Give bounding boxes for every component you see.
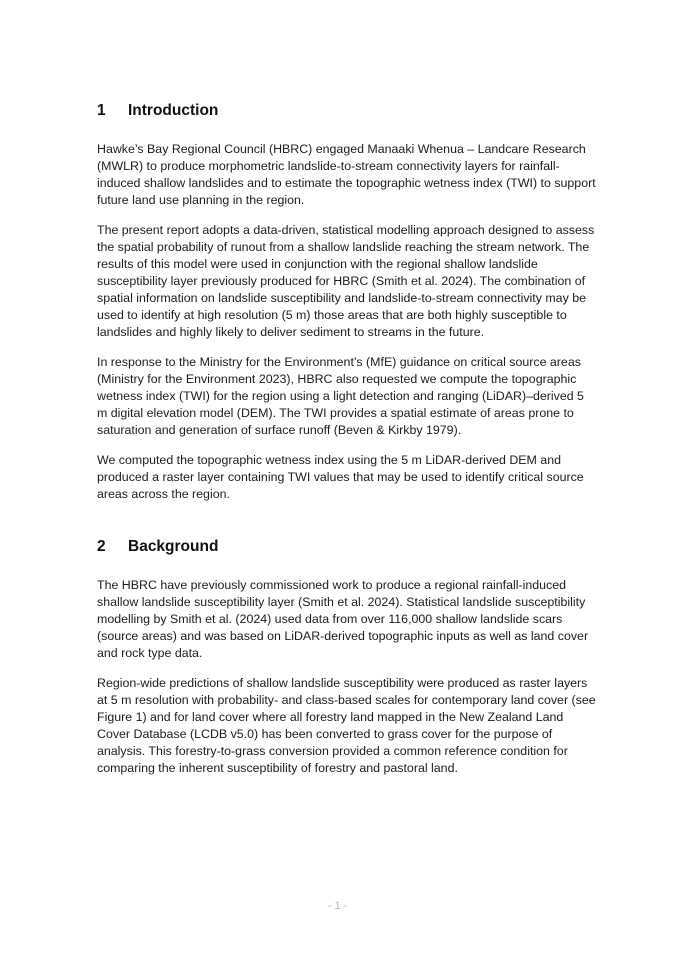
paragraph: In response to the Ministry for the Environment’s (MfE) guidance on critical source areas (Ministry for the Environment 2023), HBRC also requested we compute the topographic wetness index (TWI) for the region using a light detection and ranging (LiDAR)–derived 5 m digital elevation model (DEM). The TWI provides a spatial estimate of areas prone to saturation and generation of surface runoff (Beven & Kirkby 1979). — [97, 355, 584, 437]
section-number: 2 — [97, 538, 106, 555]
section-title: Background — [128, 538, 219, 555]
page-number: - 1 - — [327, 900, 348, 912]
section-heading-introduction — [97, 101, 218, 121]
section-number: 1 — [97, 102, 106, 119]
paragraph: We computed the topographic wetness index using the 5 m LiDAR-derived DEM and produced a raster layer containing TWI values that may be used to identify critical source areas across the region. — [97, 453, 584, 501]
section-heading-background — [97, 537, 218, 557]
paragraph: Hawke’s Bay Regional Council (HBRC) engaged Manaaki Whenua – Landcare Research (MWLR) to produce morphometric landslide-to-stream connectivity layers for rainfall-induced shallow landslides and to estimate the topographic wetness index (TWI) to support future land use planning in the region. — [97, 142, 596, 207]
paragraph: Region-wide predictions of shallow landslide susceptibility were produced as raster layers at 5 m resolution with probability- and class-based scales for contemporary land cover (see Figure 1) and for land cover where all forestry land mapped in the New Zealand Land Cover Database (LCDB v5.0) has been converted to grass cover for the purpose of analysis. This forestry-to-grass conversion provided a common reference condition for comparing the inherent susceptibility of forestry and pastoral land. — [97, 676, 596, 775]
section-title: Introduction — [128, 102, 219, 119]
paragraph: The HBRC have previously commissioned work to produce a regional rainfall-induced shallow landslide susceptibility layer (Smith et al. 2024). Statistical landslide susceptibility modelling by Smith et al. (2024) used data from over 116,000 shallow landslide scars (source areas) and was based on LiDAR-derived topographic inputs as well as land cover and rock type data. — [97, 578, 589, 660]
paragraph: The present report adopts a data-driven, statistical modelling approach designed to assess the spatial probability of runout from a shallow landslide reaching the stream network. The results of this model were used in conjunction with the regional shallow landslide susceptibility layer previously produced for HBRC (Smith et al. 2024). The combination of spatial information on landslide susceptibility and landslide-to-stream connectivity may be used to identify at high resolution (5 m) those areas that are both highly susceptible to landslides and highly likely to deliver sediment to streams in the future. — [97, 223, 595, 339]
